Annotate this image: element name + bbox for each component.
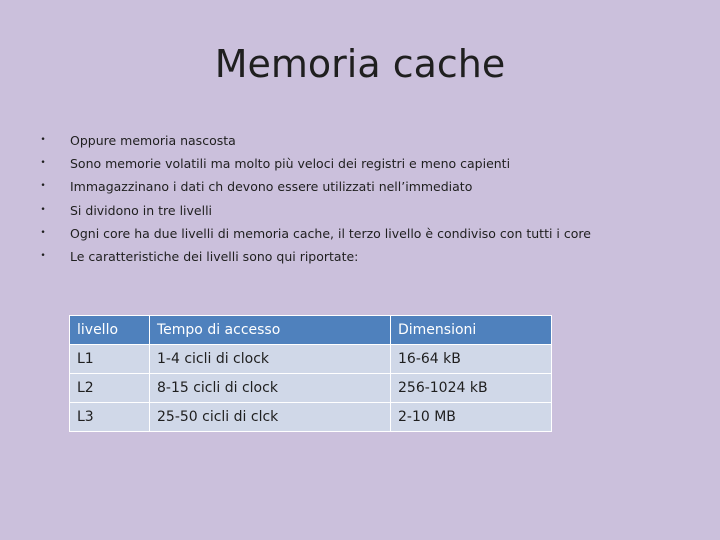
header-dimensioni: Dimensioni: [391, 316, 552, 345]
table-header-row: [70, 316, 552, 345]
bullet-list: [38, 129, 688, 268]
header-tempo-di-accesso: Tempo di accesso: [150, 316, 391, 345]
bullet-item: [38, 222, 688, 245]
bullet-text: Oppure memoria nascosta: [70, 133, 236, 148]
bullet-icon: •: [40, 181, 46, 192]
bullet-text: Immagazzinano i dati ch devono essere utilizzati nell’immediato: [70, 179, 473, 195]
slide-title: Memoria cache: [214, 42, 506, 86]
bullet-text: Si dividono in tre livelli: [70, 202, 213, 218]
bullet-icon: •: [40, 251, 46, 262]
cell-dimensioni: 256-1024 kB: [391, 374, 552, 403]
cell-livello: L3: [70, 403, 150, 432]
cell-dimensioni: 2-10 MB: [391, 403, 552, 432]
table-row: [70, 345, 552, 374]
bullet-icon: •: [40, 227, 46, 238]
header-livello: livello: [70, 316, 150, 345]
bullet-text: Ogni core ha due livelli di memoria cache, il terzo livello è condiviso con tutti i core: [70, 225, 591, 241]
bullet-icon: •: [40, 158, 46, 169]
bullet-icon: •: [40, 204, 46, 215]
table-row: [70, 403, 552, 432]
table-row: [70, 374, 552, 403]
cell-tempo: 1-4 cicli di clock: [150, 345, 391, 374]
bullet-item: [38, 175, 688, 198]
bullet-icon: •: [40, 135, 46, 145]
bullet-item: [38, 199, 688, 222]
cell-livello: L2: [70, 374, 150, 403]
bullet-text: Le caratteristiche dei livelli sono qui riportate:: [70, 249, 359, 265]
bullet-item: [38, 245, 688, 268]
cell-tempo: 25-50 cicli di clck: [150, 403, 391, 432]
bullet-text: Sono memorie volatili ma molto più veloci dei registri e meno capienti: [70, 156, 511, 172]
cell-dimensioni: 16-64 kB: [391, 345, 552, 374]
cache-levels-table: [69, 315, 552, 432]
bullet-item: [38, 152, 688, 175]
bullet-item: [38, 129, 688, 152]
cell-livello: L1: [70, 345, 150, 374]
cell-tempo: 8-15 cicli di clock: [150, 374, 391, 403]
